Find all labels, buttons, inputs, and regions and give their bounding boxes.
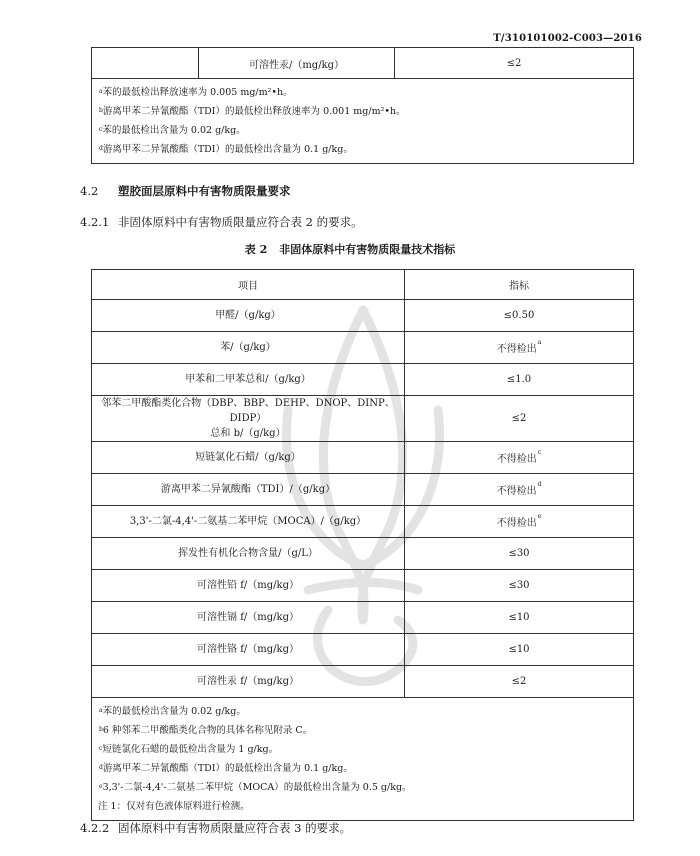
note-line: $^d$游离甲苯二异氰酸酯（TDI）的最低检出含量为 0.1 g/kg。	[99, 144, 353, 155]
section-4-2-2: 4.2.2 固体原料中有害物质限量应符合表 3 的要求。	[80, 821, 352, 835]
table-cell-item: 可溶性汞 f/（mg/kg）	[92, 666, 405, 698]
table-cell-value: ≤2	[405, 666, 634, 698]
table-cell-item: 可溶性镉 f/（mg/kg）	[92, 602, 405, 634]
table-cell-value: 不得检出$^c$	[405, 442, 634, 474]
table-row	[92, 48, 634, 79]
table1-continuation	[91, 47, 634, 164]
table-row	[92, 506, 634, 538]
table-cell-item: 甲苯和二甲苯总和/（g/kg）	[92, 364, 405, 396]
table-cell-blank	[92, 48, 199, 79]
table-cell-item: 可溶性铬 f/（mg/kg）	[92, 634, 405, 666]
table-cell-item: 游离甲苯二异氰酸酯（TDI）/（g/kg）	[92, 474, 405, 506]
note-line: $^d$游离甲苯二异氰酸酯（TDI）的最低检出含量为 0.1 g/kg。	[99, 763, 353, 774]
section-heading-4-2: 4.2 塑胶面层原料中有害物质限量要求	[80, 184, 291, 198]
note-line: $^b$6 种邻苯二甲酸酯类化合物的具体名称见附录 C。	[99, 725, 313, 736]
table-cell-item: 甲醛/（g/kg）	[92, 300, 405, 332]
table-row	[92, 634, 634, 666]
table-row	[92, 442, 634, 474]
table-cell-value: ≤30	[405, 570, 634, 602]
table-cell-item: 邻苯二甲酸酯类化合物（DBP、BBP、DEHP、DNOP、DINP、DIDP） 总和 b/（g/kg）	[92, 396, 405, 442]
table-row	[92, 300, 634, 332]
table-row	[92, 666, 634, 698]
note-line: $^a$苯的最低检出含量为 0.02 g/kg。	[99, 706, 246, 717]
table-row	[92, 396, 634, 442]
note-line: 注 1：仅对有色液体原料进行检测。	[98, 801, 250, 812]
table-cell-value: ≤10	[405, 602, 634, 634]
table2	[91, 269, 634, 821]
table-cell-value: 不得检出$^e$	[405, 506, 634, 538]
table-cell-value: 不得检出$^a$	[405, 332, 634, 364]
table-cell-value: ≤10	[405, 634, 634, 666]
table-cell-item: 短链氯化石蜡/（g/kg）	[92, 442, 405, 474]
table-cell-item: 挥发性有机化合物含量/（g/L）	[92, 538, 405, 570]
column-header-item: 项目	[92, 270, 405, 300]
table2-caption: 表 2 非固体原料中有害物质限量技术指标	[244, 243, 456, 256]
table-cell-item: 苯/（g/kg）	[92, 332, 405, 364]
table-row	[92, 570, 634, 602]
table-notes-row	[92, 79, 634, 164]
table-cell-item: 可溶性铅 f/（mg/kg）	[92, 570, 405, 602]
table-row	[92, 332, 634, 364]
table-cell-item: 3,3'-二氯-4,4'-二氨基二苯甲烷（MOCA）/（g/kg）	[92, 506, 405, 538]
table-cell-value: ≤30	[405, 538, 634, 570]
table-cell-value: ≤2	[395, 48, 634, 79]
table-notes	[92, 698, 634, 821]
table-cell-value: ≤0.50	[405, 300, 634, 332]
table-notes-row	[92, 698, 634, 821]
note-line: $^b$游离甲苯二异氰酸酯（TDI）的最低检出释放速率为 0.001 mg/m²•h。	[99, 106, 406, 117]
note-line: $^e$3,3'-二氯-4,4'-二氨基二苯甲烷（MOCA）的最低检出含量为 0.5 g/kg。	[99, 782, 412, 793]
section-4-2-1: 4.2.1 非固体原料中有害物质限量应符合表 2 的要求。	[80, 215, 363, 229]
table-notes	[92, 79, 634, 164]
table-row	[92, 474, 634, 506]
table-row	[92, 364, 634, 396]
table-row	[92, 538, 634, 570]
table-header-row	[92, 270, 634, 300]
note-line: $^c$短链氯化石蜡的最低检出含量为 1 g/kg。	[99, 744, 279, 755]
table-cell-value: ≤2	[405, 396, 634, 442]
note-line: $^c$苯的最低检出含量为 0.02 g/kg。	[99, 125, 246, 136]
note-line: $^a$苯的最低检出释放速率为 0.005 mg/m²•h。	[99, 87, 293, 98]
document-id: T/310101002-C003—2016	[493, 33, 642, 44]
table-cell-value: ≤1.0	[405, 364, 634, 396]
table-row	[92, 602, 634, 634]
table-cell-item: 可溶性汞/（mg/kg）	[199, 48, 395, 79]
column-header-value: 指标	[405, 270, 634, 300]
table-cell-value: 不得检出$^d$	[405, 474, 634, 506]
